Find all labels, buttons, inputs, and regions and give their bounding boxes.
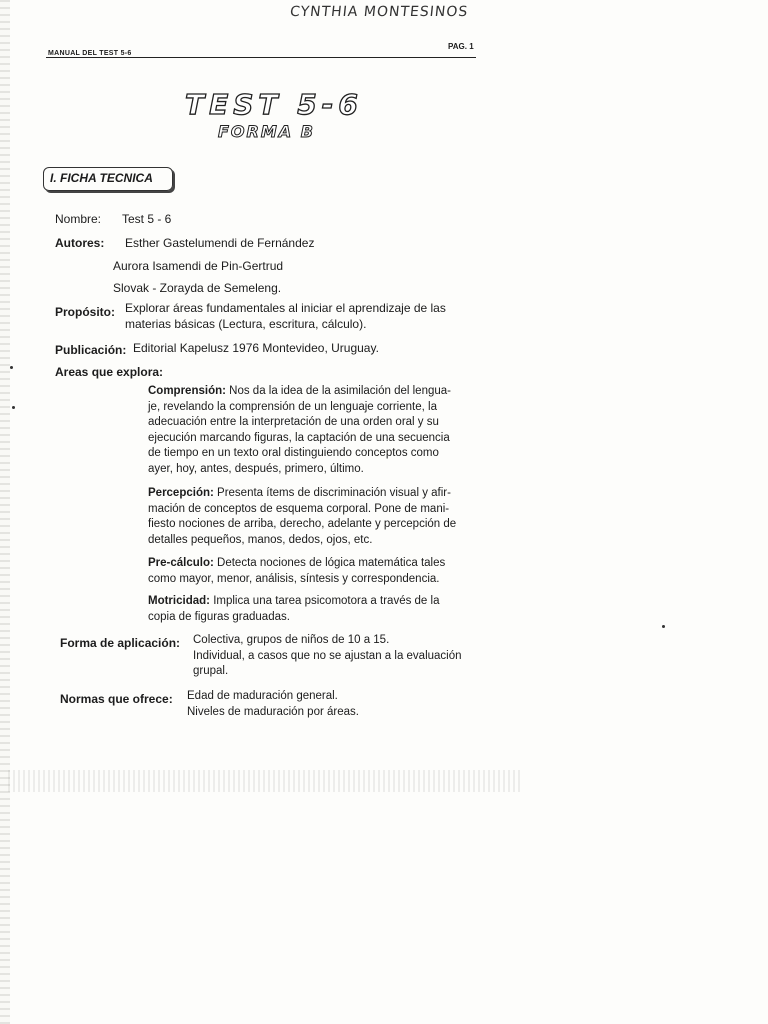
aplicacion-label: Forma de aplicación: xyxy=(60,636,181,650)
area-name: Motricidad: xyxy=(148,595,210,607)
aplicacion-text xyxy=(193,633,493,680)
area-percepcion xyxy=(148,486,488,548)
scan-speck xyxy=(12,406,15,409)
running-header: MANUAL DEL TEST 5-6 xyxy=(48,50,132,57)
nombre-value: Test 5 - 6 xyxy=(122,212,172,226)
autores-label: Autores: xyxy=(55,236,105,250)
autor-3: Slovak - Zorayda de Semeleng. xyxy=(113,281,282,295)
area-line: copia de figuras graduadas. xyxy=(148,610,290,623)
aplicacion-line: Individual, a casos que no se ajustan a la evaluación xyxy=(193,649,462,662)
aplicacion-line: grupal. xyxy=(193,665,229,677)
normas-line: Edad de maduración general. xyxy=(187,690,338,702)
area-motricidad xyxy=(148,594,488,625)
normas-line: Niveles de maduración por áreas. xyxy=(187,705,359,718)
normas-label: Normas que ofrece: xyxy=(60,692,173,706)
section-heading: I. FICHA TECNICA xyxy=(50,171,153,185)
area-line: Implica una tarea psicomotora a través de la xyxy=(213,595,440,607)
area-line: Presenta ítems de discriminación visual y afir- xyxy=(217,487,451,499)
scan-speck xyxy=(10,366,13,369)
proposito-label: Propósito: xyxy=(55,305,115,319)
nombre-label: Nombre: xyxy=(55,212,102,226)
scan-artifact xyxy=(8,770,520,792)
scan-speck xyxy=(662,625,665,628)
normas-text xyxy=(187,689,487,720)
handwritten-name: CYNTHIA MONTESINOS xyxy=(289,4,469,20)
page-title: TEST 5-6 xyxy=(185,88,363,121)
publicacion-label: Publicación: xyxy=(55,343,127,357)
proposito-line-1: Explorar áreas fundamentales al iniciar el aprendizaje de las xyxy=(125,301,446,315)
proposito-line-2: materias básicas (Lectura, escritura, cálculo). xyxy=(125,317,367,331)
aplicacion-line: Colectiva, grupos de niños de 10 a 15. xyxy=(193,634,390,646)
areas-label: Areas que explora: xyxy=(55,365,164,379)
area-name: Percepción: xyxy=(148,487,214,499)
area-line: detalles pequeños, manos, dedos, ojos, etc. xyxy=(148,533,373,546)
area-name: Pre-cálculo: xyxy=(148,557,214,569)
autor-1: Esther Gastelumendi de Fernández xyxy=(125,236,315,250)
publicacion-value: Editorial Kapelusz 1976 Montevideo, Uruguay. xyxy=(133,341,379,355)
area-line: Detecta nociones de lógica matemática tales xyxy=(217,557,446,569)
page-subtitle: FORMA B xyxy=(218,122,315,141)
scan-edge xyxy=(0,0,10,1024)
area-line: como mayor, menor, análisis, síntesis y correspondencia. xyxy=(148,572,440,585)
area-name: Comprensión: xyxy=(148,385,226,397)
area-line: Nos da la idea de la asimilación del lengua- xyxy=(229,385,451,397)
area-comprension xyxy=(148,384,488,477)
area-line: ayer, hoy, antes, después, primero, último. xyxy=(148,462,364,475)
page-number: PAG. 1 xyxy=(448,42,474,51)
area-line: adecuación entre la interpretación de una orden oral y su xyxy=(148,416,439,428)
area-line: mación de conceptos de esquema corporal. Pone de mani- xyxy=(148,502,450,515)
area-line: ejecución marcando figuras, la captación de una secuencia xyxy=(148,431,450,444)
header-rule xyxy=(46,57,476,58)
area-line: je, revelando la comprensión de un lenguaje corriente, la xyxy=(148,400,437,413)
area-line: de tiempo en un texto oral distinguiendo conceptos como xyxy=(148,447,439,459)
area-precalculo xyxy=(148,556,488,587)
area-line: fiesto nociones de arriba, derecho, adelante y percepción de xyxy=(148,518,457,530)
autor-2: Aurora Isamendi de Pin-Gertrud xyxy=(113,259,284,273)
